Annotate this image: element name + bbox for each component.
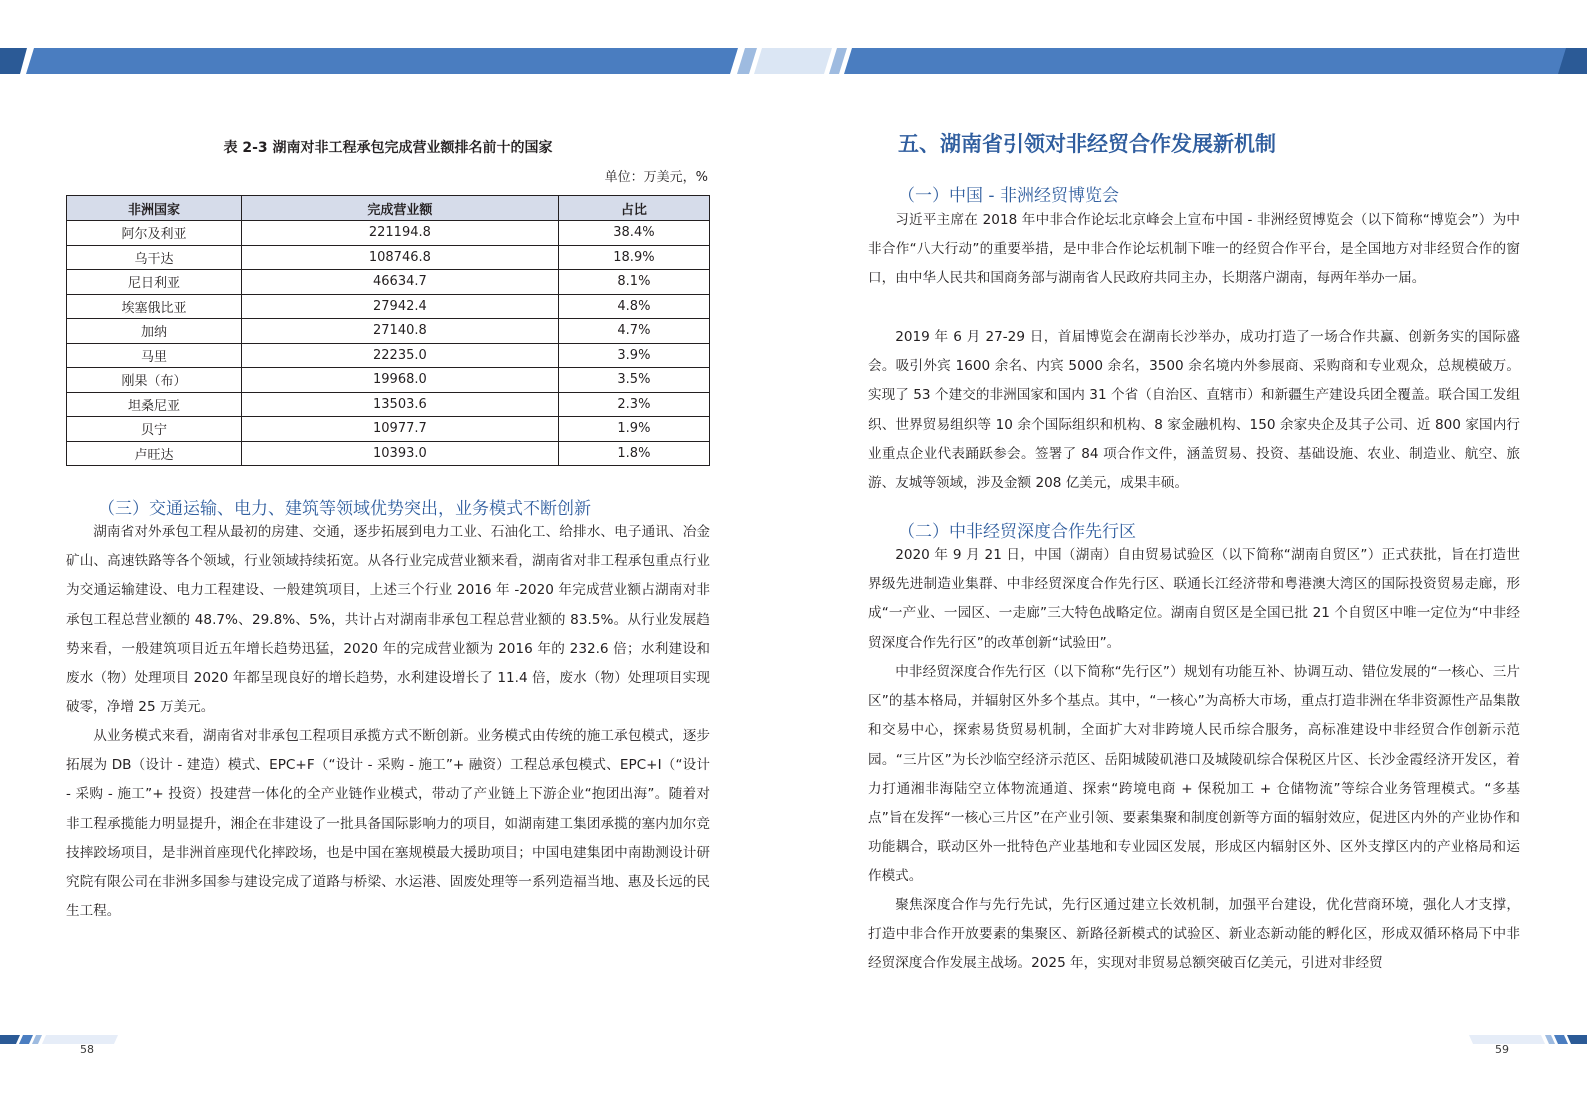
revenue-table — [66, 195, 710, 466]
chapter-title: 五、湖南省引领对非经贸合作发展新机制 — [898, 132, 1276, 156]
cell-country: 加纳 — [67, 319, 242, 344]
paragraph: 聚焦深度合作与先行先试，先行区通过建立长效机制，加强平台建设，优化营商环境，强化人才支撑，打造中非合作开放要素的集聚区、新路径新模式的试验区、新业态新动能的孵化区，形成双循环格局下中非经贸深度合作发展主战场。2025 年，实现对非贸易总额突破百亿美元，引进对非经贸 — [868, 897, 1520, 972]
table-header-row — [67, 196, 710, 221]
paragraph: 2020 年 9 月 21 日，中国（湖南）自由贸易试验区（以下简称“湖南自贸区”）正式获批，旨在打造世界级先进制造业集群、中非经贸深度合作先行区、联通长江经济带和粤港澳大湾区的国际投资贸易走廊，形成“一产业、一园区、一走廊”三大特色战略定位。湖南自贸区是全国已批 21 个自贸区中唯一定位为“中非经贸深度合作先行区”的改革创新“试验田”。 — [868, 547, 1520, 651]
cell-revenue: 27942.4 — [241, 294, 558, 319]
paragraph: 习近平主席在 2018 年中非合作论坛北京峰会上宣布中国 - 非洲经贸博览会（以下简称“博览会”）为中非合作“八大行动”的重要举措，是中非合作论坛机制下唯一的经贸合作平台，是全国地方对非经贸合作的窗口，由中华人民共和国商务部与湖南省人民政府共同主办，长期落户湖南，每两年举办一届。 — [868, 212, 1520, 287]
table-row — [67, 319, 710, 344]
table-row — [67, 392, 710, 417]
cell-country: 埃塞俄比亚 — [67, 294, 242, 319]
cell-country: 尼日利亚 — [67, 270, 242, 295]
table-row — [67, 294, 710, 319]
header-revenue: 完成营业额 — [241, 196, 558, 221]
section-title-expo: （一）中国 - 非洲经贸博览会 — [898, 186, 1119, 206]
section-title-transport: （三）交通运输、电力、建筑等领域优势突出，业务模式不断创新 — [98, 499, 591, 519]
table-row — [67, 221, 710, 246]
cell-share: 4.8% — [558, 294, 709, 319]
page-number-left: 58 — [80, 1043, 94, 1056]
paragraph: 2019 年 6 月 27-29 日，首届博览会在湖南长沙举办，成功打造了一场合作共赢、创新务实的国际盛会。吸引外宾 1600 余名、内宾 5000 余名，3500 余名境内外参展商、采购商和专业观众，总规模破万。实现了 53 个建交的非洲国家和国内 31 个省（自治区、直辖市）和新疆生产建设兵团全覆盖。联合国工发组织、世界贸易组织等 10 余个国际组织和机构、8 家金融机构、150 余家央企及其子公司、近 800 家国内行业重点企业代表踊跃参会。签署了 84 项合作文件，涵盖贸易、投资、基础设施、农业、制造业、航空、旅游、友城等领域，涉及金额 208 亿美元，成果丰硕。 — [868, 329, 1520, 492]
cell-country: 马里 — [67, 343, 242, 368]
cell-revenue: 22235.0 — [241, 343, 558, 368]
table-row — [67, 441, 710, 466]
table-row — [67, 270, 710, 295]
cell-revenue: 10977.7 — [241, 417, 558, 442]
cell-country: 坦桑尼亚 — [67, 392, 242, 417]
table-row — [67, 245, 710, 270]
cell-share: 4.7% — [558, 319, 709, 344]
header-share: 占比 — [558, 196, 709, 221]
cell-share: 18.9% — [558, 245, 709, 270]
header-country: 非洲国家 — [67, 196, 242, 221]
cell-share: 3.5% — [558, 368, 709, 393]
cell-share: 3.9% — [558, 343, 709, 368]
paragraph: 中非经贸深度合作先行区（以下简称“先行区”）规划有功能互补、协调互动、错位发展的“一核心、三片区”的基本格局，并辐射区外多个基点。其中，“一核心”为高桥大市场，重点打造非洲在华非资源性产品集散和交易中心，探索易货贸易机制，全面扩大对非跨境人民币综合服务，高标准建设中非经贸合作创新示范园。“三片区”为长沙临空经济示范区、岳阳城陵矶港口及城陵矶综合保税区片区、长沙金霞经济开发区，着力打通湘非海陆空立体物流通道、探索“跨境电商 + 保税加工 + 仓储物流”等综合业务管理模式。“多基点”旨在发挥“一核心三片区”在产业引领、要素集聚和制度创新等方面的辐射效应，促进区内外的产业协作和功能耦合，联动区外一批特色产业基地和专业园区发展，形成区内辐射区外、区外支撑区内的产业格局和运作模式。 — [868, 664, 1520, 885]
cell-revenue: 221194.8 — [241, 221, 558, 246]
paragraph: 湖南省对外承包工程从最初的房建、交通，逐步拓展到电力工业、石油化工、给排水、电子通讯、冶金矿山、高速铁路等各个领域，行业领域持续拓宽。从各行业完成营业额来看，湖南省对非工程承包重点行业为交通运输建设、电力工程建设、一般建筑项目，上述三个行业 2016 年 -2020 年完成营业额占湖南对非承包工程总营业额的 48.7%、29.8%、5%，共计占对湖南非承包工程总营业额的 83.5%。从行业发展趋势来看，一般建筑项目近五年增长趋势迅猛，2020 年的完成营业额为 2016 年的 232.6 倍；水利建设和废水（物）处理项目 2020 年都呈现良好的增长趋势，水利建设增长了 11.4 倍，废水（物）处理项目实现破零，净增 25 万美元。 — [66, 524, 710, 716]
page-number-right: 59 — [1495, 1043, 1509, 1056]
cell-country: 乌干达 — [67, 245, 242, 270]
cell-share: 2.3% — [558, 392, 709, 417]
cell-revenue: 46634.7 — [241, 270, 558, 295]
table-row — [67, 343, 710, 368]
cell-country: 卢旺达 — [67, 441, 242, 466]
section-title-pilot-zone: （二）中非经贸深度合作先行区 — [898, 522, 1136, 542]
cell-revenue: 13503.6 — [241, 392, 558, 417]
cell-share: 1.8% — [558, 441, 709, 466]
header-banner — [0, 0, 1587, 90]
table-unit-note: 单位：万美元，% — [604, 170, 708, 185]
cell-country: 贝宁 — [67, 417, 242, 442]
cell-revenue: 108746.8 — [241, 245, 558, 270]
cell-revenue: 19968.0 — [241, 368, 558, 393]
table-caption: 表 2-3 湖南对非工程承包完成营业额排名前十的国家 — [223, 140, 553, 156]
paragraph: 从业务模式来看，湖南省对非承包工程项目承揽方式不断创新。业务模式由传统的施工承包模式，逐步拓展为 DB（设计 - 建造）模式、EPC+F（“设计 - 采购 - 施工”+ 融资）工程总承包模式、EPC+I（“设计 - 采购 - 施工”+ 投资）投建营一体化的全产业链作业模式，带动了产业链上下游企业“抱团出海”。随着对非工程承揽能力明显提升，湘企在非建设了一批具备国际影响力的项目，如湖南建工集团承揽的塞内加尔竞技摔跤场项目，是非洲首座现代化摔跤场，也是中国在塞规模最大援助项目；中国电建集团中南勘测设计研究院有限公司在非洲多国参与建设完成了道路与桥梁、水运港、固废处理等一系列造福当地、惠及长远的民生工程。 — [66, 728, 710, 920]
cell-revenue: 27140.8 — [241, 319, 558, 344]
table-row — [67, 368, 710, 393]
cell-share: 1.9% — [558, 417, 709, 442]
cell-country: 刚果（布） — [67, 368, 242, 393]
cell-share: 38.4% — [558, 221, 709, 246]
cell-country: 阿尔及利亚 — [67, 221, 242, 246]
cell-revenue: 10393.0 — [241, 441, 558, 466]
table-row — [67, 417, 710, 442]
cell-share: 8.1% — [558, 270, 709, 295]
footer-bars — [0, 1030, 1587, 1060]
